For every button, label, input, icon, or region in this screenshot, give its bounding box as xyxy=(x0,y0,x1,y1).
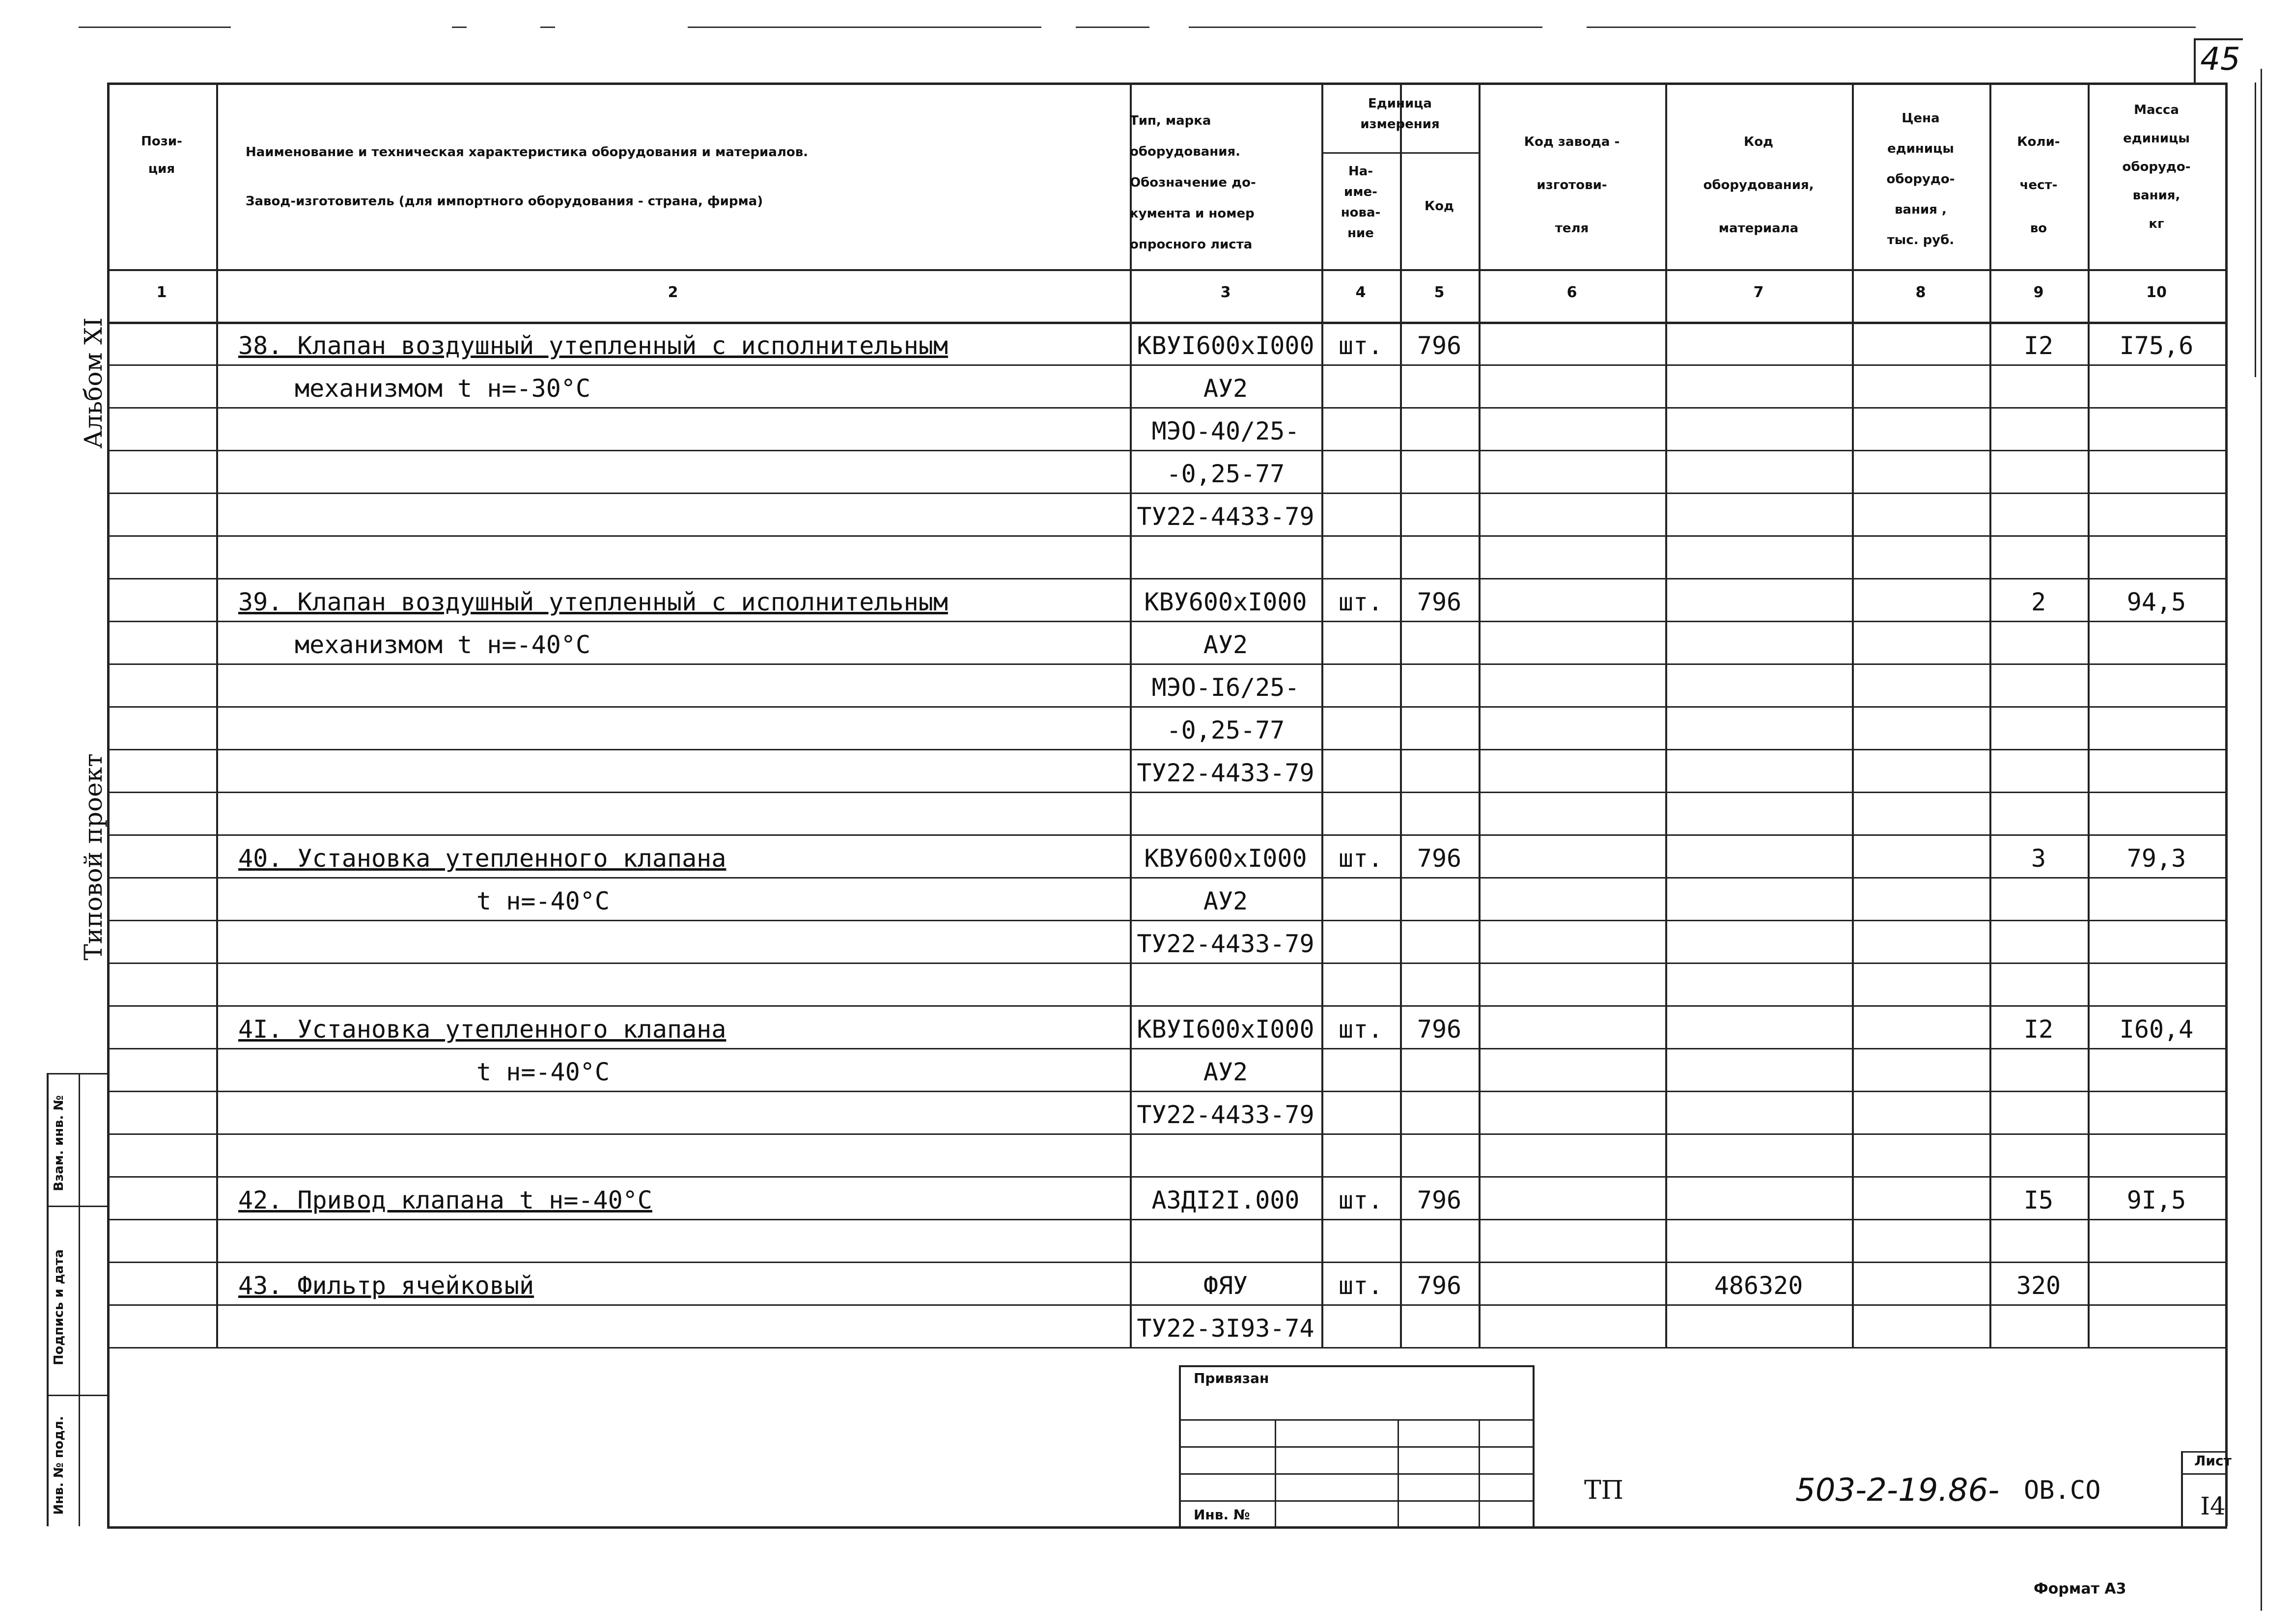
column-number-line xyxy=(107,322,2225,324)
cell-c3: МЭО-40/25- xyxy=(1151,417,1300,445)
stamp-col-line xyxy=(1479,1419,1480,1526)
header-unit-code xyxy=(1400,192,1479,226)
cell-c4: шт. xyxy=(1338,1186,1383,1214)
cell-c2: 39. Клапан воздушный утепленный с исполнительным xyxy=(238,588,948,616)
cell-c3: КВУI600хI000 xyxy=(1137,331,1314,360)
inv-podl-label: Инв. № подл. xyxy=(52,1416,66,1515)
cell-c3: ТУ22-3I93-74 xyxy=(1137,1314,1314,1343)
header-unit-name-line: имe- xyxy=(1344,185,1377,199)
header-type-line: Тип, марка xyxy=(1130,113,1211,128)
cell-c3: АЗДI2I.000 xyxy=(1151,1186,1300,1214)
podpis-label: Подпись и дата xyxy=(52,1249,66,1366)
header-mass-line: кг xyxy=(2149,217,2164,231)
column-line xyxy=(1400,83,1402,1347)
frame-right-outer xyxy=(2255,83,2256,377)
column-line xyxy=(1479,83,1481,1347)
row-line xyxy=(107,877,2225,879)
row-line xyxy=(107,1176,2225,1178)
column-line xyxy=(1321,83,1323,1347)
header-position xyxy=(107,128,216,226)
header-mass xyxy=(2088,96,2225,258)
top-dash xyxy=(540,27,555,28)
column-number: 5 xyxy=(1434,284,1445,301)
top-dash xyxy=(79,27,231,28)
column-line xyxy=(2088,83,2090,1347)
cell-c2: 42. Привод клапана t н=-40°С xyxy=(238,1186,652,1214)
cell-c4: шт. xyxy=(1338,1271,1383,1300)
cell-c10: I60,4 xyxy=(2119,1015,2194,1044)
row-line xyxy=(107,706,2225,708)
cell-c3: АУ2 xyxy=(1203,887,1248,915)
cell-c3: -0,25-77 xyxy=(1166,716,1285,744)
row-line xyxy=(107,663,2225,665)
row-line xyxy=(107,578,2225,579)
header-bottom-line xyxy=(107,269,2225,271)
cell-c2: 4I. Установка утепленного клапана xyxy=(238,1015,727,1044)
stamp-col-line xyxy=(1275,1419,1276,1526)
column-number: 3 xyxy=(1220,284,1231,301)
project-label: Типовой проект xyxy=(79,753,108,961)
row-line xyxy=(107,450,2225,451)
column-number: 8 xyxy=(1915,284,1926,301)
header-price-line: тыс. руб. xyxy=(1887,233,1955,248)
row-line xyxy=(107,1347,2225,1349)
column-line xyxy=(1665,83,1667,1347)
header-unit-line: Единица xyxy=(1368,96,1432,111)
cell-c9: 3 xyxy=(2031,844,2046,873)
header-quantity-line: во xyxy=(2030,221,2047,236)
row-line xyxy=(107,621,2225,622)
cell-c9: 320 xyxy=(2016,1271,2061,1300)
page-number: 45 xyxy=(2200,41,2240,78)
header-type-line: кумента и номер xyxy=(1130,206,1255,221)
header-type-line: опросного листа xyxy=(1130,237,1253,252)
column-number: 10 xyxy=(2146,284,2167,301)
cell-c3: КВУI600хI000 xyxy=(1137,1015,1314,1044)
header-mass-line: единицы xyxy=(2123,131,2190,146)
list-number: I4 xyxy=(2200,1492,2226,1520)
list-box-mid xyxy=(2181,1473,2225,1475)
stamp-left xyxy=(1179,1365,1181,1526)
cell-c9: I5 xyxy=(2023,1186,2054,1214)
cell-c5: 796 xyxy=(1417,844,1462,873)
header-unit-code-line: Код xyxy=(1424,199,1454,214)
cell-c2: 43. Фильтр ячейковый xyxy=(238,1271,534,1300)
cell-c9: 2 xyxy=(2031,588,2046,616)
header-equipment-code-line: оборудования, xyxy=(1703,178,1814,193)
header-position-line: ция xyxy=(148,162,175,176)
stamp-right xyxy=(1533,1365,1535,1526)
header-mass-line: оборудо- xyxy=(2122,160,2191,174)
header-equipment-code-line: Код xyxy=(1743,135,1774,149)
row-line xyxy=(107,1091,2225,1092)
header-plant-code-line: Код завода - xyxy=(1524,135,1620,149)
cell-c10: I75,6 xyxy=(2119,331,2194,360)
row-line xyxy=(107,364,2225,366)
header-unit-name-line: нова- xyxy=(1341,205,1381,220)
cell-c3: -0,25-77 xyxy=(1166,460,1285,488)
cell-c5: 796 xyxy=(1417,1186,1462,1214)
cell-c10: 79,3 xyxy=(2126,844,2186,873)
cell-c10: 9I,5 xyxy=(2126,1186,2186,1214)
row-line xyxy=(107,493,2225,494)
top-dash xyxy=(1076,27,1149,28)
margin-inner-line xyxy=(79,1073,80,1526)
cell-c2: механизмом t н=-30°С xyxy=(295,374,591,403)
frame-bottom xyxy=(107,1526,2227,1529)
cell-c3: КВУ600хI000 xyxy=(1144,588,1307,616)
cell-c5: 796 xyxy=(1417,1271,1462,1300)
list-box-left xyxy=(2181,1451,2183,1526)
row-line xyxy=(107,407,2225,409)
frame-right xyxy=(2225,83,2228,1526)
album-label: Альбом XI xyxy=(79,317,108,449)
column-number: 4 xyxy=(1355,284,1366,301)
list-label: Лист xyxy=(2194,1453,2232,1469)
format-label: Формат А3 xyxy=(2034,1580,2126,1597)
header-name xyxy=(246,128,1130,226)
cell-c3: АУ2 xyxy=(1203,374,1248,403)
header-name-line: Завод-изготовитель (для импортного оборудования - страна, фирма) xyxy=(246,194,763,209)
header-price-line: вания , xyxy=(1895,202,1947,217)
header-mass-line: вания, xyxy=(2132,188,2180,203)
row-line xyxy=(107,1133,2225,1135)
cell-c2: 38. Клапан воздушный утепленный с исполнительным xyxy=(238,331,948,360)
cell-c4: шт. xyxy=(1338,588,1383,616)
cell-c4: шт. xyxy=(1338,1015,1383,1044)
row-line xyxy=(107,920,2225,921)
header-unit xyxy=(1321,93,1479,152)
header-plant-code-line: изготови- xyxy=(1537,178,1607,193)
header-type xyxy=(1130,106,1321,268)
cell-c3: ФЯУ xyxy=(1203,1271,1248,1300)
cell-c3: ТУ22-4433-79 xyxy=(1137,1101,1314,1129)
row-line xyxy=(107,749,2225,750)
stamp-col-line xyxy=(1398,1419,1399,1526)
row-line xyxy=(107,1262,2225,1263)
cell-c3: АУ2 xyxy=(1203,1058,1248,1086)
cell-c3: ТУ22-4433-79 xyxy=(1137,930,1314,958)
header-unit-name xyxy=(1321,156,1400,269)
column-number: 2 xyxy=(668,284,678,301)
cell-c4: шт. xyxy=(1338,331,1383,360)
row-line xyxy=(107,1304,2225,1306)
document-code-suffix: ОВ.СО xyxy=(2024,1476,2101,1505)
header-quantity xyxy=(1989,120,2088,248)
top-dash xyxy=(1189,27,1542,28)
row-line xyxy=(107,963,2225,964)
column-number: 6 xyxy=(1566,284,1577,301)
top-dash xyxy=(688,27,1041,28)
header-unit-name-line: ние xyxy=(1347,226,1374,241)
header-position-line: Пози- xyxy=(141,134,182,149)
margin-line xyxy=(47,1073,107,1074)
inv-no-label: Инв. № xyxy=(1194,1507,1250,1523)
cell-c5: 796 xyxy=(1417,331,1462,360)
top-dash xyxy=(1587,27,2196,28)
cell-c3: АУ2 xyxy=(1203,631,1248,659)
cell-c9: I2 xyxy=(2023,331,2054,360)
header-price-line: Цена xyxy=(1901,111,1940,126)
cell-c2: t н=-40°С xyxy=(476,887,610,915)
column-line xyxy=(1852,83,1854,1347)
cell-c3: ТУ22-4433-79 xyxy=(1137,759,1314,787)
stamp-top xyxy=(1179,1365,1533,1367)
header-unit-name-line: На- xyxy=(1348,164,1373,179)
header-equipment-code xyxy=(1665,120,1852,248)
row-line xyxy=(107,535,2225,537)
cell-c4: шт. xyxy=(1338,844,1383,873)
row-line xyxy=(107,1048,2225,1049)
cell-c2: t н=-40°С xyxy=(476,1058,610,1086)
document-code: 503-2-19.86- xyxy=(1795,1472,2000,1509)
header-price xyxy=(1852,103,1989,265)
header-plant-code xyxy=(1479,120,1665,248)
column-number: 1 xyxy=(156,284,167,301)
cell-c3: ТУ22-4433-79 xyxy=(1137,502,1314,531)
page-number-box-top xyxy=(2194,38,2243,40)
header-mass-line: Масса xyxy=(2134,103,2179,117)
sheet-right-edge xyxy=(2261,69,2262,1611)
cell-c2: 40. Установка утепленного клапана xyxy=(238,844,727,873)
cell-c7: 486320 xyxy=(1714,1271,1803,1300)
row-line xyxy=(107,1005,2225,1007)
cell-c10: 94,5 xyxy=(2126,588,2186,616)
page-number-box-left xyxy=(2194,38,2196,83)
column-line xyxy=(1989,83,1991,1347)
cell-c5: 796 xyxy=(1417,1015,1462,1044)
cell-c3: МЭО-I6/25- xyxy=(1151,673,1300,702)
frame-top xyxy=(107,83,2227,85)
row-line xyxy=(107,834,2225,836)
cell-c9: I2 xyxy=(2023,1015,2054,1044)
cell-c3: КВУ600хI000 xyxy=(1144,844,1307,873)
column-number: 7 xyxy=(1753,284,1764,301)
header-quantity-line: Коли- xyxy=(2017,135,2060,149)
unit-subheader-line xyxy=(1321,152,1479,154)
header-price-line: оборудо- xyxy=(1886,172,1955,187)
header-price-line: единицы xyxy=(1887,141,1954,156)
header-type-line: оборудования. xyxy=(1130,144,1241,159)
header-unit-line: измерения xyxy=(1360,117,1440,132)
tp-label: ТП xyxy=(1584,1476,1624,1505)
header-type-line: Обозначение до- xyxy=(1130,175,1256,190)
cell-c5: 796 xyxy=(1417,588,1462,616)
row-line xyxy=(107,792,2225,793)
row-line xyxy=(107,1219,2225,1220)
cell-c2: механизмом t н=-40°С xyxy=(295,631,591,659)
privyazan-label: Привязан xyxy=(1194,1370,1269,1386)
header-quantity-line: чест- xyxy=(2019,178,2058,193)
header-equipment-code-line: материала xyxy=(1718,221,1799,236)
vzam-label: Взам. инв. № xyxy=(52,1095,66,1191)
header-name-line: Наименование и техническая характеристика оборудования и материалов. xyxy=(246,145,809,160)
top-dash xyxy=(452,27,467,28)
column-line xyxy=(216,83,218,1347)
column-number: 9 xyxy=(2033,284,2044,301)
header-plant-code-line: теля xyxy=(1555,221,1589,236)
